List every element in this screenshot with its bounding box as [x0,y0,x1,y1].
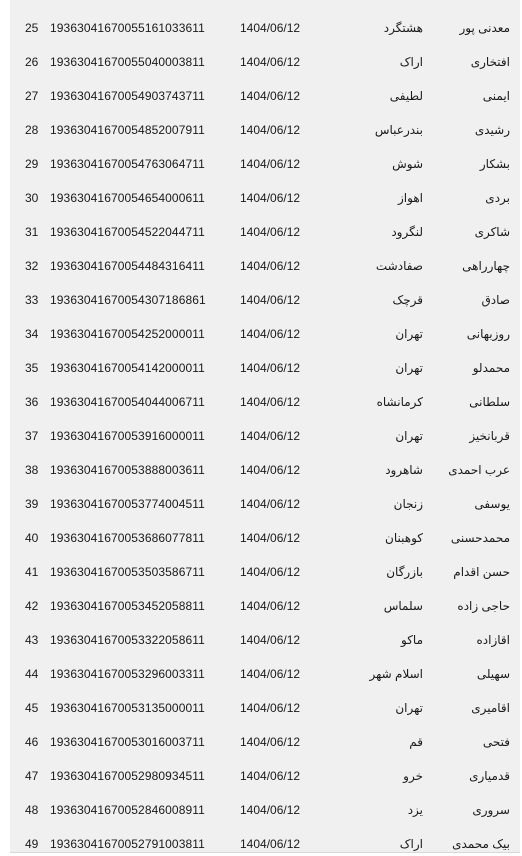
row-number: 36 [25,395,39,409]
city: کوهبنان [385,531,423,545]
table-row [10,374,520,408]
table-row [10,680,520,714]
date: 1404/06/12 [240,837,301,851]
date: 1404/06/12 [240,735,301,749]
surname: روزبهانی [466,327,510,341]
row-number: 34 [25,327,39,341]
city: تهران [395,327,423,341]
row-number: 40 [25,531,39,545]
table-row [10,68,520,102]
row-number: 29 [25,157,39,171]
city: تهران [395,429,423,443]
table-row [10,578,520,612]
table-row [10,544,520,578]
city: اسلام شهر [369,667,423,681]
row-number: 47 [25,769,39,783]
tracking-code: 19363041670053135000011 [50,701,205,715]
surname: محمدلو [472,361,510,375]
tracking-code: 19363041670052980934511 [50,769,205,783]
city: اراک [399,837,423,851]
surname: عرب احمدی [448,463,510,477]
row-number: 31 [25,225,39,239]
surname: بشکار [479,157,510,171]
date: 1404/06/12 [240,21,301,35]
surname: یوسفی [474,497,510,511]
date: 1404/06/12 [240,123,301,137]
row-number: 38 [25,463,39,477]
city: تهران [395,701,423,715]
date: 1404/06/12 [240,157,301,171]
table-row [10,714,520,748]
surname: حاجی زاده [457,599,510,613]
surname: بیک محمدی [452,837,510,851]
tracking-code: 19363041670053686077811 [50,531,205,545]
date: 1404/06/12 [240,225,301,239]
tracking-code: 19363041670054763064711 [50,157,205,171]
row-number: 26 [25,55,39,69]
table-row [10,0,520,34]
date: 1404/06/12 [240,565,301,579]
tracking-code: 19363041670054044006711 [50,395,205,409]
tracking-code: 19363041670053322058611 [50,633,205,647]
date: 1404/06/12 [240,293,301,307]
date: 1404/06/12 [240,55,301,69]
row-number: 44 [25,667,39,681]
city: تهران [395,361,423,375]
city: صفادشت [375,259,423,273]
surname: صادق [481,293,510,307]
tracking-code: 19363041670053888003611 [50,463,205,477]
surname: شاکری [474,225,510,239]
table-row [10,340,520,374]
table-row [10,782,520,816]
date: 1404/06/12 [240,531,301,545]
records-table [10,0,520,853]
date: 1404/06/12 [240,89,301,103]
date: 1404/06/12 [240,191,301,205]
surname: سهیلی [476,667,510,681]
row-number: 28 [25,123,39,137]
date: 1404/06/12 [240,701,301,715]
table-row [10,612,520,646]
city: زنجان [393,497,423,511]
surname: محمدحسنی [450,531,510,545]
tracking-code: 19363041670054852007911 [50,123,205,137]
surname: اقازاده [476,633,510,647]
city: لنگرود [391,225,423,239]
row-number: 33 [25,293,39,307]
tracking-code: 19363041670055040003811 [50,55,205,69]
tracking-code: 19363041670055161033611 [50,21,205,35]
city: بندرعباس [374,123,423,137]
row-number: 25 [25,21,39,35]
date: 1404/06/12 [240,463,301,477]
date: 1404/06/12 [240,667,301,681]
date: 1404/06/12 [240,429,301,443]
city: ماکو [401,633,423,647]
table-row [10,170,520,204]
surname: حسن اقدام [453,565,510,579]
city: خرو [403,769,423,783]
table-row [10,272,520,306]
tracking-code: 19363041670053016003711 [50,735,205,749]
row-number: 42 [25,599,39,613]
surname: سلطانی [469,395,510,409]
table-row [10,442,520,476]
surname: بردی [485,191,510,205]
city: قم [409,735,423,749]
surname: قربانخیز [469,429,510,443]
row-number: 30 [25,191,39,205]
city: یزد [407,803,423,817]
date: 1404/06/12 [240,259,301,273]
row-number: 41 [25,565,39,579]
tracking-code: 19363041670054903743711 [50,89,205,103]
tracking-code: 19363041670054522044711 [50,225,205,239]
row-number: 27 [25,89,39,103]
date: 1404/06/12 [240,395,301,409]
city: اهواز [398,191,423,205]
row-number: 43 [25,633,39,647]
table-row [10,238,520,272]
city: بازرگان [386,565,423,579]
table-row [10,646,520,680]
city: شوش [392,157,423,171]
city: قرچک [392,293,423,307]
city: لطیفی [389,89,423,103]
row-number: 32 [25,259,39,273]
table-row [10,816,520,850]
city: اراک [399,55,423,69]
surname: اقامیری [471,701,510,715]
row-number: 39 [25,497,39,511]
tracking-code: 19363041670053774004511 [50,497,205,511]
surname: معدنی پور [459,21,510,35]
date: 1404/06/12 [240,361,301,375]
date: 1404/06/12 [240,327,301,341]
surname: افتخاری [470,55,510,69]
tracking-code: 19363041670054307186861 [50,293,206,307]
tracking-code: 19363041670054654000611 [50,191,205,205]
city: کرمانشاه [376,395,423,409]
table-row [10,510,520,544]
surname: فتحی [482,735,510,749]
date: 1404/06/12 [240,633,301,647]
tracking-code: 19363041670053503586711 [50,565,205,579]
table-row [10,408,520,442]
surname: سروری [472,803,510,817]
date: 1404/06/12 [240,769,301,783]
row-number: 48 [25,803,39,817]
city: هشتگرد [383,21,423,35]
tracking-code: 19363041670053916000011 [50,429,205,443]
surname: ایمنی [482,89,510,103]
surname: چهارراهی [462,259,510,273]
surname: رشیدی [474,123,510,137]
table-row [10,204,520,238]
row-number: 45 [25,701,39,715]
table-row [10,476,520,510]
city: سلماس [383,599,423,613]
row-number: 37 [25,429,39,443]
table-row [10,102,520,136]
date: 1404/06/12 [240,599,301,613]
tracking-code: 19363041670054484316411 [50,259,205,273]
table-row [10,34,520,68]
date: 1404/06/12 [240,497,301,511]
row-number: 35 [25,361,39,375]
tracking-code: 19363041670054252000011 [50,327,205,341]
tracking-code: 19363041670053296003311 [50,667,205,681]
row-number: 46 [25,735,39,749]
row-number: 49 [25,837,39,851]
tracking-code: 19363041670054142000011 [50,361,205,375]
table-row [10,748,520,782]
date: 1404/06/12 [240,803,301,817]
table-row [10,306,520,340]
tracking-code: 19363041670052791003811 [50,837,205,851]
tracking-code: 19363041670052846008911 [50,803,205,817]
tracking-code: 19363041670053452058811 [50,599,205,613]
table-row [10,136,520,170]
surname: قدمیاری [469,769,510,783]
city: شاهرود [385,463,423,477]
